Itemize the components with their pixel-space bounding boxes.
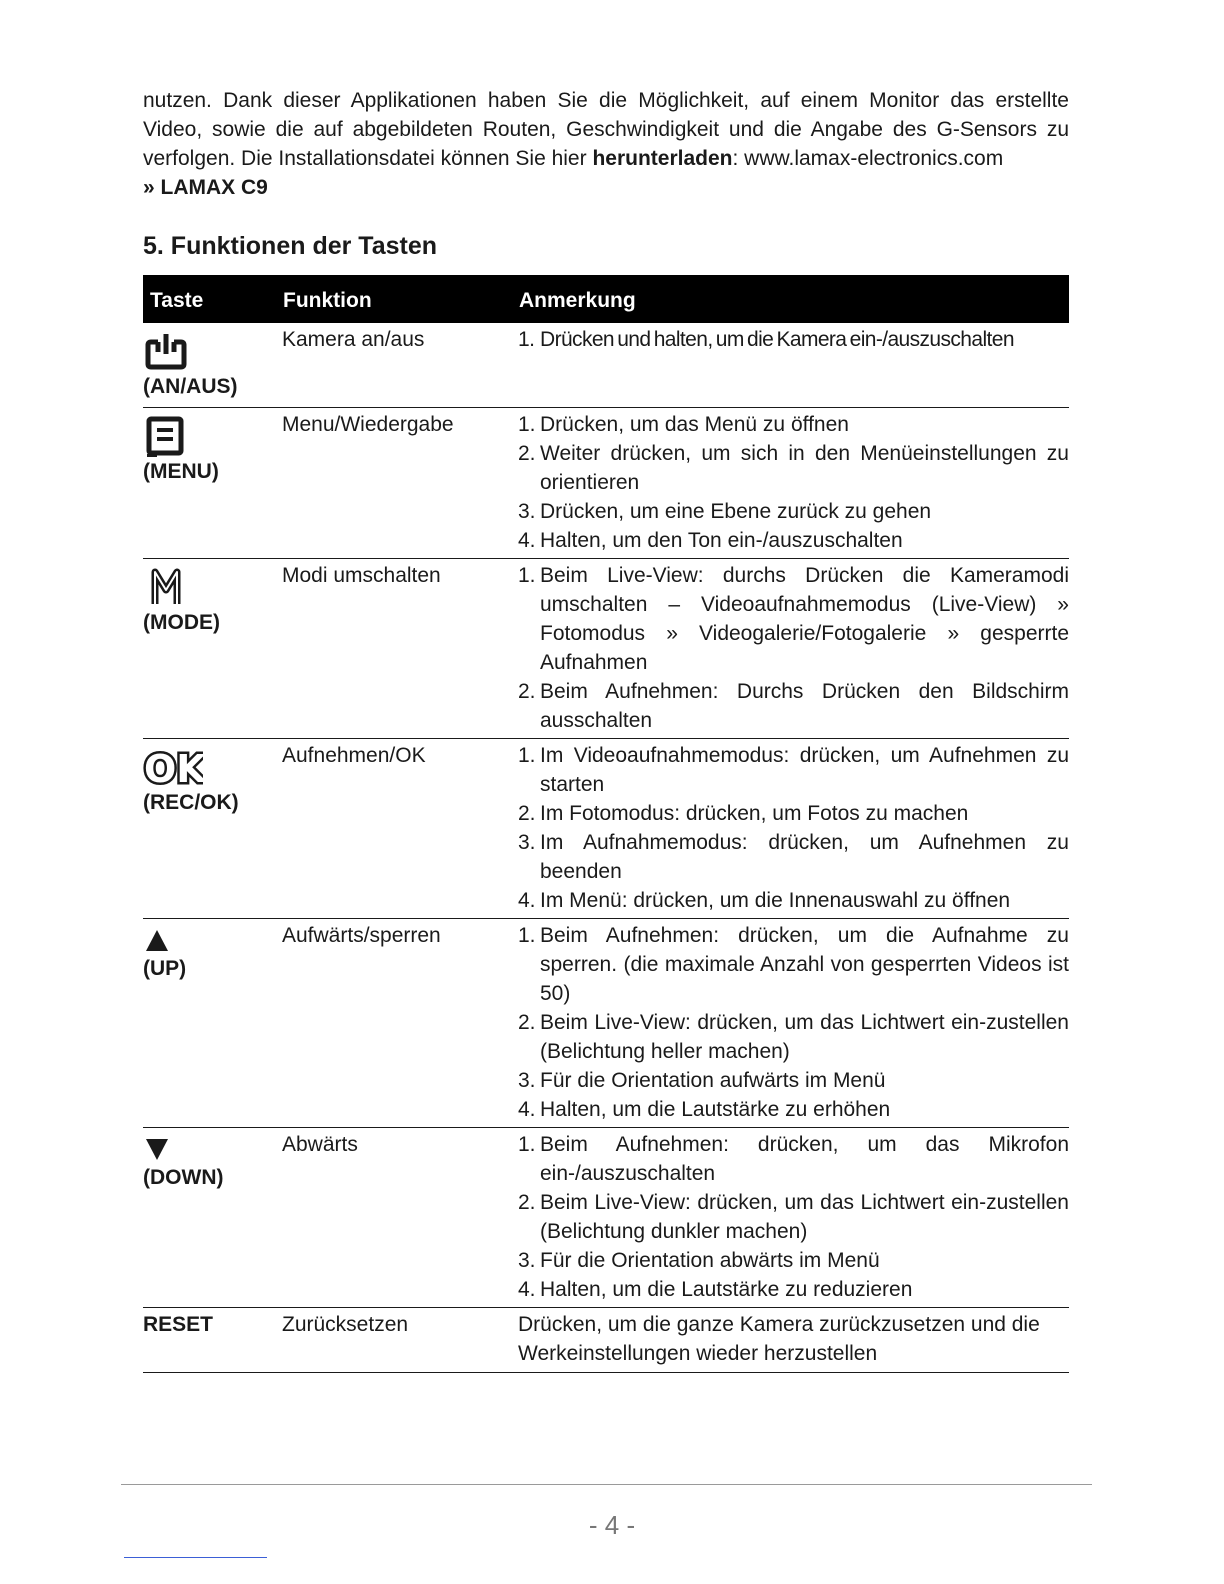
- intro-text: nutzen. Dank dieser Applikationen haben Sie die Möglichkeit, auf einem Monitor das erstellte Video, sowie die auf abgebildeten Routen, Geschwindigkeit und die Angabe des G-Sensors zu verfolgen. Die Installationsdatei können Sie hier: [143, 89, 1069, 170]
- table-row: [143, 1307, 1069, 1372]
- ok-icon: [143, 746, 282, 788]
- list-item: [518, 741, 1069, 799]
- notes-cell: [518, 323, 1069, 407]
- key-cell: [143, 918, 282, 1127]
- power-icon: [143, 330, 282, 372]
- key-cell: [143, 738, 282, 918]
- note-text: Beim Live-View: drücken, um das Lichtwert ein-zustellen (Belichtung heller machen): [540, 1010, 1069, 1063]
- note-text: Für die Orientation aufwärts im Menü: [540, 1068, 886, 1092]
- notes-cell: [518, 558, 1069, 738]
- reset-key-label: RESET: [143, 1312, 214, 1336]
- note-text: Drücken, um eine Ebene zurück zu gehen: [540, 499, 932, 523]
- list-item: [518, 677, 1069, 735]
- menu-icon: [143, 415, 282, 457]
- intro-paragraph: [143, 86, 1069, 202]
- note-number: 3.: [518, 499, 536, 523]
- section-title: 5. Funktionen der Tasten: [143, 232, 438, 260]
- list-item: [518, 325, 1069, 354]
- page-content: [143, 86, 1069, 1373]
- note-number: 2.: [518, 801, 536, 825]
- list-item: [518, 526, 1069, 555]
- note-number: 1.: [518, 1132, 536, 1156]
- key-cell: [143, 1307, 282, 1372]
- notes-list: [518, 741, 1069, 915]
- note-text: Drücken, um das Menü zu öffnen: [540, 412, 849, 436]
- notes-cell: [518, 1127, 1069, 1307]
- key-label: (UP): [143, 956, 187, 980]
- note-text: Halten, um die Lautstärke zu reduzieren: [540, 1277, 913, 1301]
- key-label: (MENU): [143, 459, 219, 483]
- note-text: Im Aufnahmemodus: drücken, um Aufnehmen zu beenden: [540, 830, 1069, 883]
- note-text: Halten, um den Ton ein-/auszuschalten: [540, 528, 903, 552]
- notes-cell: [518, 1307, 1069, 1372]
- note-text: Weiter drücken, um sich in den Menüeinstellungen zu orientieren: [540, 441, 1069, 494]
- list-item: [518, 1188, 1069, 1246]
- note-text: Im Fotomodus: drücken, um Fotos zu machen: [540, 801, 969, 825]
- note-text: Beim Live-View: durchs Drücken die Kameramodi umschalten – Videoaufnahmemodus (Live-View) » Fotomodus » Videogalerie/Fotogalerie » gesperrte Aufnahmen: [540, 563, 1069, 674]
- header-key: Taste: [143, 275, 282, 323]
- note-number: 2.: [518, 441, 536, 465]
- page-number: - 4 -: [588, 1510, 636, 1540]
- note-text: Im Menü: drücken, um die Innenauswahl zu öffnen: [540, 888, 1011, 912]
- note-number: 3.: [518, 1248, 536, 1272]
- note-text: Im Videoaufnahmemodus: drücken, um Aufnehmen zu starten: [540, 743, 1069, 796]
- list-item: [518, 1130, 1069, 1188]
- list-item: [518, 561, 1069, 677]
- list-item: [518, 1066, 1069, 1095]
- key-functions-table: [143, 275, 1069, 1373]
- table-row: [143, 918, 1069, 1127]
- list-item: [518, 439, 1069, 497]
- note-text: Beim Aufnehmen: drücken, um die Aufnahme zu sperren. (die maximale Anzahl von gesperrten Videos ist 50): [540, 923, 1069, 1005]
- table-row: [143, 558, 1069, 738]
- download-emphasis: herunterladen: [592, 147, 733, 170]
- list-item: [518, 886, 1069, 915]
- note-number: 2.: [518, 1010, 536, 1034]
- note-text: Beim Aufnehmen: Durchs Drücken den Bildschirm ausschalten: [540, 679, 1069, 732]
- list-item: [518, 921, 1069, 1008]
- note-number: 4.: [518, 528, 536, 552]
- function-cell: Kamera an/aus: [282, 323, 518, 407]
- key-label: (DOWN): [143, 1165, 224, 1189]
- list-item: [518, 1275, 1069, 1304]
- header-notes: Anmerkung: [518, 275, 1069, 323]
- note-text: Halten, um die Lautstärke zu erhöhen: [540, 1097, 891, 1121]
- key-label: (MODE): [143, 610, 220, 634]
- note-text: Beim Live-View: drücken, um das Lichtwert ein-zustellen (Belichtung dunkler machen): [540, 1190, 1069, 1243]
- list-item: [518, 799, 1069, 828]
- mode-icon: [143, 566, 282, 608]
- header-function: Funktion: [282, 275, 518, 323]
- notes-list: [518, 325, 1069, 354]
- up-arrow-icon: [143, 926, 282, 954]
- intro-url-text: : www.lamax-electronics.com: [732, 147, 1004, 170]
- note-number: 2.: [518, 679, 536, 703]
- notes-cell: [518, 407, 1069, 558]
- note-number: 4.: [518, 1277, 536, 1301]
- function-cell: Menu/Wiedergabe: [282, 407, 518, 558]
- function-cell: Zurücksetzen: [282, 1307, 518, 1372]
- key-label: (AN/AUS): [143, 375, 238, 398]
- notes-cell: [518, 738, 1069, 918]
- function-cell: Modi umschalten: [282, 558, 518, 738]
- table-row: [143, 407, 1069, 558]
- note-number: 4.: [518, 1097, 536, 1121]
- note-text: Drücken und halten, um die Kamera ein-/auszuschalten: [540, 328, 1014, 351]
- note-number: 1.: [518, 563, 536, 587]
- key-label: (REC/OK): [143, 790, 239, 814]
- svg-text:OK: OK: [144, 746, 203, 788]
- note-number: 2.: [518, 1190, 536, 1214]
- footer-divider: [121, 1484, 1092, 1485]
- list-item: [518, 497, 1069, 526]
- list-item: [518, 1095, 1069, 1124]
- footnote-rule: [124, 1557, 267, 1558]
- notes-cell: [518, 918, 1069, 1127]
- note-number: 4.: [518, 888, 536, 912]
- note-number: 1.: [518, 412, 536, 436]
- list-item: [518, 1008, 1069, 1066]
- note-number: 1.: [518, 743, 536, 767]
- product-name: » LAMAX C9: [143, 176, 268, 199]
- note-text: Für die Orientation abwärts im Menü: [540, 1248, 880, 1272]
- table-row: [143, 1127, 1069, 1307]
- key-cell: [143, 1127, 282, 1307]
- note-text: Beim Aufnehmen: drücken, um das Mikrofon ein-/auszuschalten: [540, 1132, 1069, 1185]
- table-row: [143, 738, 1069, 918]
- list-item: [518, 1246, 1069, 1275]
- notes-list: [518, 561, 1069, 735]
- notes-list: [518, 921, 1069, 1124]
- reset-note-text: Drücken, um die ganze Kamera zurückzusetzen und die Werkeinstellungen wieder herzustellen: [518, 1312, 1040, 1365]
- table-row: [143, 323, 1069, 407]
- notes-list: [518, 410, 1069, 555]
- list-item: [518, 410, 1069, 439]
- table-header-row: [143, 275, 1069, 323]
- function-cell: Abwärts: [282, 1127, 518, 1307]
- key-cell: [143, 407, 282, 558]
- key-cell: [143, 323, 282, 407]
- note-number: 1.: [518, 923, 536, 947]
- function-cell: Aufnehmen/OK: [282, 738, 518, 918]
- note-number: 3.: [518, 1068, 536, 1092]
- note-number: 1.: [518, 328, 535, 351]
- down-arrow-icon: [143, 1135, 282, 1163]
- list-item: [518, 828, 1069, 886]
- function-cell: Aufwärts/sperren: [282, 918, 518, 1127]
- notes-list: [518, 1130, 1069, 1304]
- key-cell: [143, 558, 282, 738]
- note-number: 3.: [518, 830, 536, 854]
